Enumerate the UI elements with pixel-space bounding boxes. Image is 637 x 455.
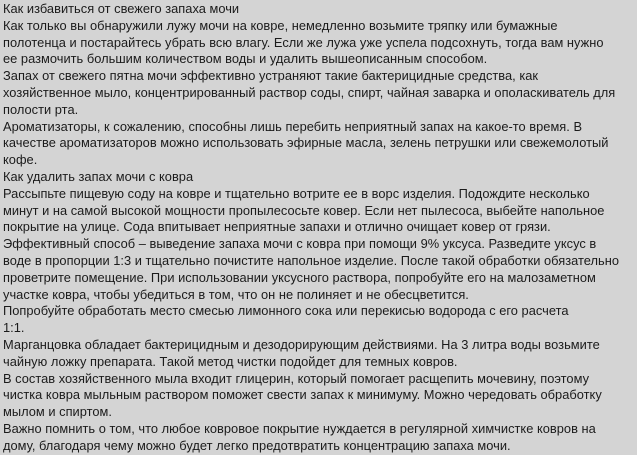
text-line: воде в пропорции 1:3 и тщательно почистите напольное изделие. После такой обработки обязательно bbox=[3, 252, 620, 268]
paragraph-baking-soda bbox=[3, 186, 635, 236]
text-line: минут и на самой высокой мощности пропылесосьте ковер. Если нет пылесоса, выбейте напольное bbox=[3, 202, 605, 218]
text-line: Марганцовка обладает бактерицидным и дезодорирующим действиями. На 3 литра воды возьмите bbox=[3, 336, 600, 352]
text-line: полости рта. bbox=[3, 101, 79, 117]
text-line: Попробуйте обработать место смесью лимонного сока или перекисью водорода с его расчета bbox=[3, 303, 569, 319]
text-line: Важно помнить о том, что любое ковровое покрытие нуждается в регулярной химчистке ковров на bbox=[3, 420, 596, 436]
text-line: В состав хозяйственного мыла входит глицерин, который помогает расщепить мочевину, поэтому bbox=[3, 370, 590, 386]
text-line: Запах от свежего пятна мочи эффективно устраняют такие бактерицидные средства, как bbox=[3, 68, 539, 84]
section-heading-fresh-smell: Как избавиться от свежего запаха мочи bbox=[3, 1, 240, 16]
paragraph-blot-puddle bbox=[3, 18, 635, 68]
text-line: полотенца и постарайтесь убрать всю влагу. Если же лужа уже успела подсохнуть, тогда вам нужно bbox=[3, 34, 604, 50]
paragraph-bactericidal-agents bbox=[3, 68, 635, 118]
paragraph-fragrances bbox=[3, 119, 635, 169]
text-line: Как только вы обнаружили лужу мочи на ковре, немедленно возьмите тряпку или бумажные bbox=[3, 17, 558, 33]
paragraph-lemon-peroxide bbox=[3, 303, 635, 337]
text-line: Эффективный способ – выведение запаха мочи с ковра при помощи 9% уксуса. Разведите уксус в bbox=[3, 236, 597, 252]
article-body bbox=[3, 1, 635, 455]
text-line: чайную ложку препарата. Такой метод чистки подойдет для темных ковров. bbox=[3, 353, 458, 369]
text-line: покрытие на улице. Сода впитывает неприятные запахи и отлично очищает ковер от грязи. bbox=[3, 219, 551, 235]
text-line: ее размочить большим количеством воды и удалить вышеописанным способом. bbox=[3, 51, 488, 67]
text-line: хозяйственное мыло, концентрированный раствор соды, спирт, чайная заварка и ополаскиватель для bbox=[3, 84, 616, 100]
text-line: Ароматизаторы, к сожалению, способны лишь перебить неприятный запах на какое-то время. В bbox=[3, 118, 583, 134]
text-line: дому, благодаря чему можно будет легко предотвратить концентрацию запаха мочи. bbox=[3, 437, 511, 453]
paragraph-permanganate bbox=[3, 337, 635, 371]
text-line: качестве ароматизаторов можно использовать эфирные масла, зелень петрушки или свежемолотый bbox=[3, 135, 609, 151]
paragraph-vinegar bbox=[3, 236, 635, 303]
text-line: проветрите помещение. При использовании уксусного раствора, попробуйте его на малозаметном bbox=[3, 269, 596, 285]
text-line: кофе. bbox=[3, 152, 38, 168]
text-line: 1:1. bbox=[3, 320, 25, 336]
text-line: участке ковра, чтобы убедиться в том, что он не полиняет и не обесцветится. bbox=[3, 286, 469, 302]
text-line: мылом и спиртом. bbox=[3, 404, 112, 420]
text-line: чистка ковра мыльным раствором поможет свести запах к минимуму. Можно чередовать обработку bbox=[3, 387, 602, 403]
paragraph-dry-cleaning bbox=[3, 421, 635, 455]
section-heading-carpet: Как удалить запах мочи с ковра bbox=[3, 168, 194, 184]
text-line: Рассыпьте пищевую соду на ковре и тщательно вотрите ее в ворс изделия. Подождите несколько bbox=[3, 185, 590, 201]
paragraph-soap-glycerin bbox=[3, 371, 635, 421]
